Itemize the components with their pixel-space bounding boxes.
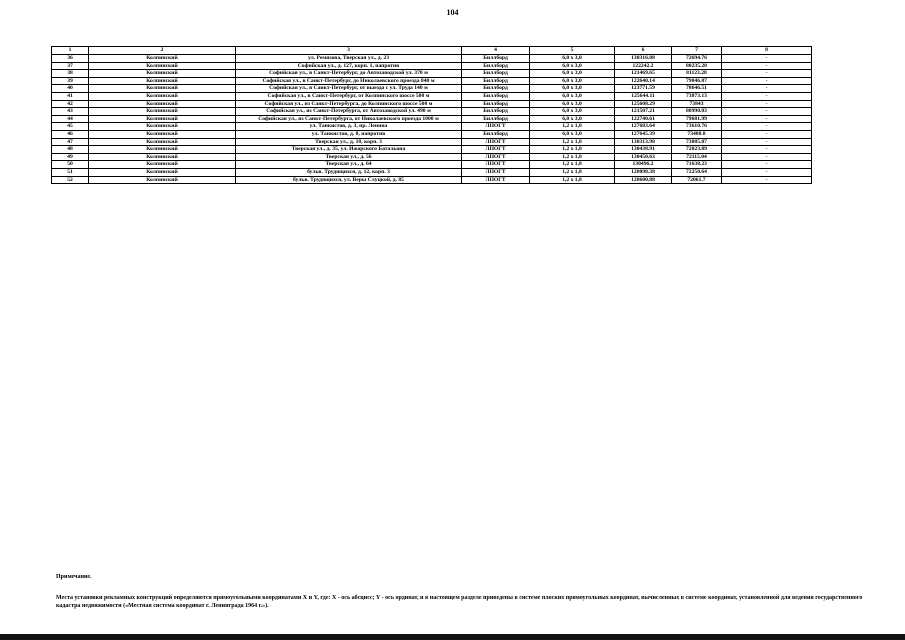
district-cell: Колпинский: [89, 55, 236, 63]
district-cell: Колпинский: [89, 176, 236, 184]
column-header: 5: [530, 47, 615, 55]
district-cell: Колпинский: [89, 130, 236, 138]
x-coordinate-cell: 130450.63: [615, 153, 672, 161]
row-number-cell: 46: [52, 130, 89, 138]
address-cell: ул. Танкистов, д. 3, пр. Ленина: [236, 123, 462, 131]
district-cell: Колпинский: [89, 168, 236, 176]
address-cell: Софийская ул., в Санкт-Петербург, до Николаевского проезда 840 м: [236, 77, 462, 85]
district-cell: Колпинский: [89, 108, 236, 116]
address-cell: Софийская ул., д. 127, корп. 1, напротив: [236, 62, 462, 70]
y-coordinate-cell: 73873.13: [672, 92, 722, 100]
note-cell: -: [722, 138, 812, 146]
table-row: [52, 108, 812, 116]
size-cell: 1,2 х 1,8: [530, 161, 615, 169]
type-cell: ЛПОГТ: [462, 161, 530, 169]
table-row: [52, 55, 812, 63]
address-cell: Софийская ул., из Санкт-Петербурга, до Колпинского шоссе 500 м: [236, 100, 462, 108]
type-cell: Биллборд: [462, 77, 530, 85]
y-coordinate-cell: 78646.51: [672, 85, 722, 93]
address-cell: Софийская ул., в Санкт-Петербург, от выезда с ул. Труда 140 м: [236, 85, 462, 93]
type-cell: Биллборд: [462, 55, 530, 63]
type-cell: ЛПОГТ: [462, 168, 530, 176]
y-coordinate-cell: 72061.7: [672, 176, 722, 184]
x-coordinate-cell: 130313.98: [615, 138, 672, 146]
note-cell: -: [722, 108, 812, 116]
row-number-cell: 38: [52, 70, 89, 78]
x-coordinate-cell: 127683.64: [615, 123, 672, 131]
district-cell: Колпинский: [89, 77, 236, 85]
table-header-row: [52, 47, 812, 55]
type-cell: Биллборд: [462, 85, 530, 93]
row-number-cell: 40: [52, 85, 89, 93]
column-header: 6: [615, 47, 672, 55]
x-coordinate-cell: 125608.29: [615, 100, 672, 108]
type-cell: Биллборд: [462, 130, 530, 138]
y-coordinate-cell: 73085.07: [672, 138, 722, 146]
table-row: [52, 138, 812, 146]
address-cell: Софийская ул., из Санкт-Петербурга, от Автозаводской ул. 490 м: [236, 108, 462, 116]
row-number-cell: 43: [52, 108, 89, 116]
size-cell: 6,0 х 3,0: [530, 85, 615, 93]
x-coordinate-cell: 125644.11: [615, 92, 672, 100]
district-cell: Колпинский: [89, 62, 236, 70]
note-cell: -: [722, 123, 812, 131]
district-cell: Колпинский: [89, 92, 236, 100]
type-cell: Биллборд: [462, 62, 530, 70]
row-number-cell: 39: [52, 77, 89, 85]
note-cell: -: [722, 100, 812, 108]
address-cell: Тверская ул., д. 56: [236, 153, 462, 161]
x-coordinate-cell: 122640.14: [615, 77, 672, 85]
size-cell: 6,0 х 3,0: [530, 70, 615, 78]
address-cell: бульв. Трудящихся, ул. Веры Слуцкой, д. 85: [236, 176, 462, 184]
table-row: [52, 168, 812, 176]
x-coordinate-cell: 130496.2: [615, 161, 672, 169]
y-coordinate-cell: 72115.04: [672, 153, 722, 161]
note-cell: -: [722, 77, 812, 85]
row-number-cell: 42: [52, 100, 89, 108]
ad-locations-table: [51, 46, 812, 184]
size-cell: 1,2 х 1,8: [530, 146, 615, 154]
y-coordinate-cell: 81123.28: [672, 70, 722, 78]
x-coordinate-cell: 122242.2: [615, 62, 672, 70]
district-cell: Колпинский: [89, 85, 236, 93]
x-coordinate-cell: 122740.61: [615, 115, 672, 123]
column-header: 1: [52, 47, 89, 55]
district-cell: Колпинский: [89, 138, 236, 146]
address-cell: ул. Танкистов, д. 8, напротив: [236, 130, 462, 138]
table-row: [52, 153, 812, 161]
size-cell: 1,2 х 1,8: [530, 138, 615, 146]
table-body: [52, 55, 812, 184]
y-coordinate-cell: 72250.64: [672, 168, 722, 176]
type-cell: Биллборд: [462, 115, 530, 123]
address-cell: Софийская ул., в Санкт-Петербург, от Колпинского шоссе 500 м: [236, 92, 462, 100]
row-number-cell: 37: [52, 62, 89, 70]
address-cell: Софийская ул., из Санкт-Петербурга, от Николаевского проезда 1000 м: [236, 115, 462, 123]
size-cell: 1,2 х 1,8: [530, 168, 615, 176]
type-cell: Биллборд: [462, 92, 530, 100]
note-cell: -: [722, 85, 812, 93]
page-number: 104: [446, 8, 459, 17]
type-cell: Биллборд: [462, 100, 530, 108]
table-row: [52, 70, 812, 78]
row-number-cell: 52: [52, 176, 89, 184]
y-coordinate-cell: 73610.76: [672, 123, 722, 131]
table-row: [52, 176, 812, 184]
note-cell: -: [722, 168, 812, 176]
district-cell: Колпинский: [89, 100, 236, 108]
table-row: [52, 77, 812, 85]
size-cell: 6,0 х 3,0: [530, 130, 615, 138]
note-cell: -: [722, 70, 812, 78]
row-number-cell: 49: [52, 153, 89, 161]
type-cell: ЛПОГТ: [462, 176, 530, 184]
size-cell: 6,0 х 3,0: [530, 100, 615, 108]
y-coordinate-cell: 79846.87: [672, 77, 722, 85]
x-coordinate-cell: 128098.38: [615, 168, 672, 176]
footnote-text: Места установки рекламных конструкций определяются прямоугольными координатами X и Y, где: X - ось абсцисс; Y - ось ординат, и в настоящем разделе приведены в системе плоских прямоугольных координат, вычисленных в системе координат, установленной для ведения государственного кадастра недвижимости («Местная система координат г. Ленинграда 1964 г.»).: [56, 595, 863, 609]
x-coordinate-cell: 130316.08: [615, 55, 672, 63]
size-cell: 1,2 х 1,8: [530, 123, 615, 131]
table-row: [52, 161, 812, 169]
row-number-cell: 48: [52, 146, 89, 154]
type-cell: Биллборд: [462, 108, 530, 116]
address-cell: ул. Ремизова, Тверская ул., д. 23: [236, 55, 462, 63]
column-header: 4: [462, 47, 530, 55]
table-row: [52, 92, 812, 100]
y-coordinate-cell: 72694.76: [672, 55, 722, 63]
row-number-cell: 44: [52, 115, 89, 123]
district-cell: Колпинский: [89, 153, 236, 161]
row-number-cell: 47: [52, 138, 89, 146]
address-cell: Тверская ул., д. 64: [236, 161, 462, 169]
note-cell: -: [722, 130, 812, 138]
y-coordinate-cell: 71638.23: [672, 161, 722, 169]
size-cell: 1,2 х 1,8: [530, 176, 615, 184]
x-coordinate-cell: 123771.59: [615, 85, 672, 93]
y-coordinate-cell: 73408.8: [672, 130, 722, 138]
x-coordinate-cell: 121469.65: [615, 70, 672, 78]
note-cell: -: [722, 146, 812, 154]
column-header: 8: [722, 47, 812, 55]
size-cell: 6,0 х 3,0: [530, 92, 615, 100]
address-cell: Тверская ул., д. 35, ул. Ижорского Батальона: [236, 146, 462, 154]
y-coordinate-cell: 73843: [672, 100, 722, 108]
note-cell: -: [722, 153, 812, 161]
table-row: [52, 62, 812, 70]
footnote-label: Примечание.: [56, 574, 92, 580]
type-cell: ЛПОГТ: [462, 146, 530, 154]
row-number-cell: 36: [52, 55, 89, 63]
note-cell: -: [722, 115, 812, 123]
x-coordinate-cell: 128600.88: [615, 176, 672, 184]
note-cell: -: [722, 176, 812, 184]
district-cell: Колпинский: [89, 161, 236, 169]
column-header: 3: [236, 47, 462, 55]
type-cell: Биллборд: [462, 70, 530, 78]
district-cell: Колпинский: [89, 70, 236, 78]
y-coordinate-cell: 80990.03: [672, 108, 722, 116]
district-cell: Колпинский: [89, 146, 236, 154]
table-row: [52, 115, 812, 123]
row-number-cell: 41: [52, 92, 89, 100]
district-cell: Колпинский: [89, 115, 236, 123]
table-row: [52, 85, 812, 93]
size-cell: 1,2 х 1,8: [530, 153, 615, 161]
y-coordinate-cell: 72023.89: [672, 146, 722, 154]
note-cell: -: [722, 161, 812, 169]
size-cell: 6,0 х 3,0: [530, 77, 615, 85]
address-cell: Тверская ул., д. 18, корп. 3: [236, 138, 462, 146]
size-cell: 6,0 х 3,0: [530, 55, 615, 63]
address-cell: бульв. Трудящихся, д. 12, корп. 3: [236, 168, 462, 176]
x-coordinate-cell: 130438.91: [615, 146, 672, 154]
address-cell: Софийская ул., в Санкт-Петербург, до Автозаводской ул. 370 м: [236, 70, 462, 78]
row-number-cell: 50: [52, 161, 89, 169]
district-cell: Колпинский: [89, 123, 236, 131]
note-cell: -: [722, 92, 812, 100]
table-row: [52, 146, 812, 154]
row-number-cell: 45: [52, 123, 89, 131]
type-cell: ЛПОГТ: [462, 153, 530, 161]
table-row: [52, 130, 812, 138]
note-cell: -: [722, 62, 812, 70]
scan-bottom-edge: [0, 634, 905, 640]
table-row: [52, 123, 812, 131]
table-row: [52, 100, 812, 108]
note-cell: -: [722, 55, 812, 63]
type-cell: ЛПОГТ: [462, 138, 530, 146]
size-cell: 6,0 х 3,0: [530, 62, 615, 70]
size-cell: 6,0 х 3,0: [530, 115, 615, 123]
type-cell: ЛПОГТ: [462, 123, 530, 131]
row-number-cell: 51: [52, 168, 89, 176]
x-coordinate-cell: 121507.21: [615, 108, 672, 116]
x-coordinate-cell: 127645.39: [615, 130, 672, 138]
column-header: 7: [672, 47, 722, 55]
size-cell: 6,0 х 3,0: [530, 108, 615, 116]
y-coordinate-cell: 80235.28: [672, 62, 722, 70]
y-coordinate-cell: 79681.99: [672, 115, 722, 123]
column-header: 2: [89, 47, 236, 55]
